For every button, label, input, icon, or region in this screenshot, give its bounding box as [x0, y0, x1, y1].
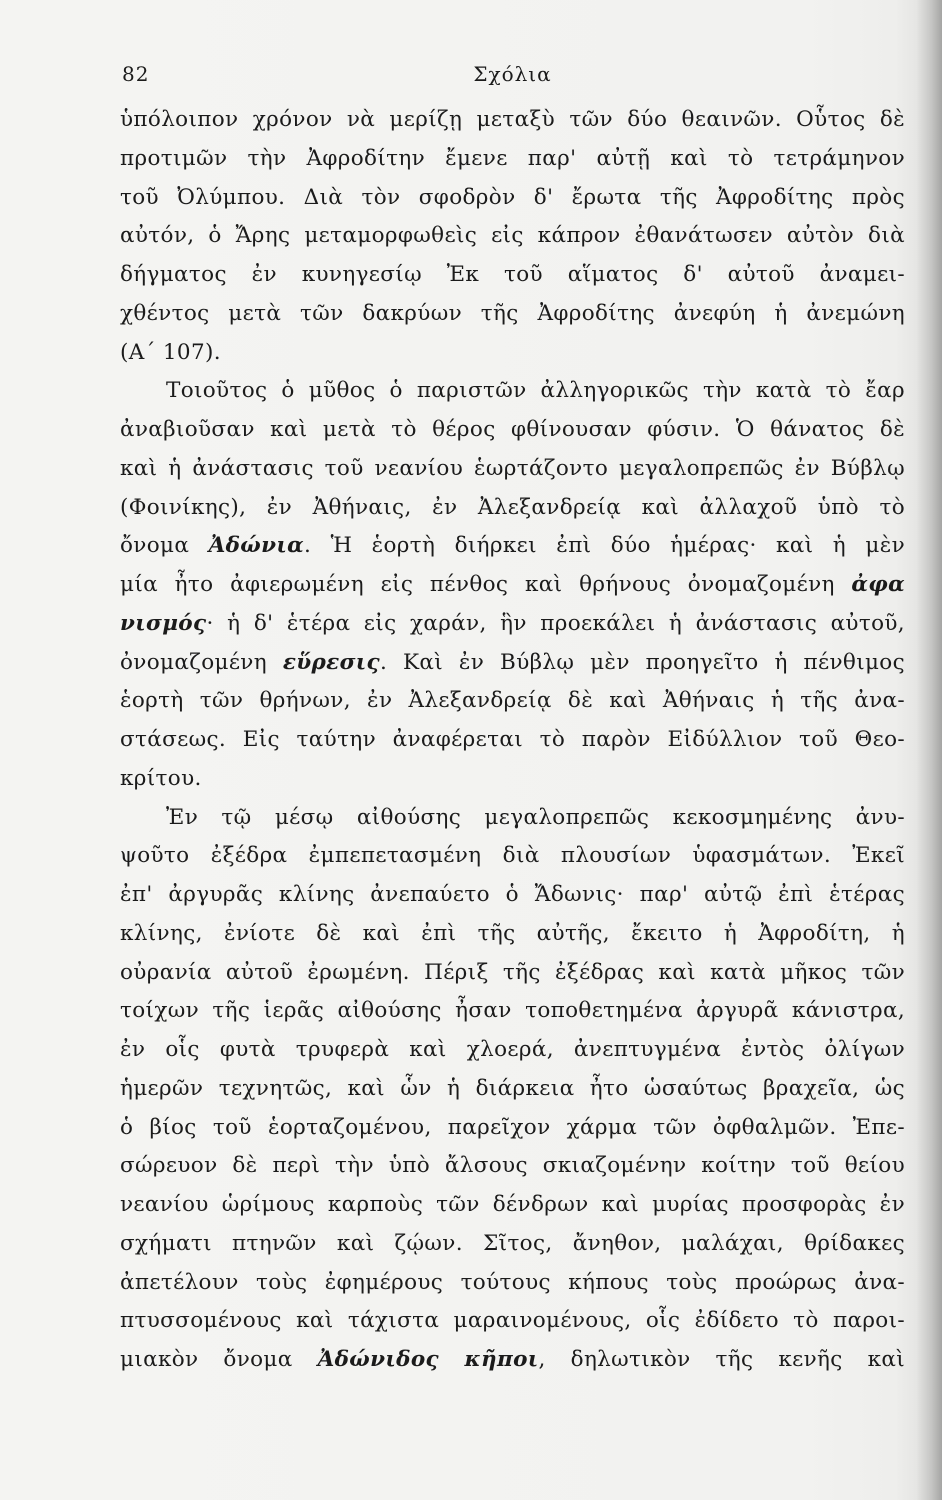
emphasized-term: νισμός: [120, 610, 207, 636]
text-segment: ψοῦτο ἐξέδρα ἐμπεπετασμένη διὰ πλουσίων ὑφασμάτων. Ἐκεῖ: [120, 843, 905, 869]
emphasized-term: Ἀδώνιδος κῆποι: [317, 1347, 539, 1372]
text-segment: κλίνης, ἐνίοτε δὲ καὶ ἐπὶ τῆς αὐτῆς, ἔκειτο ἡ Ἀφροδίτη, ἡ: [120, 920, 905, 946]
text-line: [120, 1147, 905, 1186]
text-segment: ἡμερῶν τεχνητῶς, καὶ ὧν ἡ διάρκεια ἦτο ὡσαύτως βραχεῖα, ὡς: [120, 1075, 905, 1101]
text-segment: ὄνομα: [120, 533, 209, 559]
text-line: [120, 954, 905, 993]
emphasized-term: Ἀδώνια: [208, 533, 305, 559]
text-line: [120, 1186, 905, 1225]
text-segment: αὐτόν, ὁ Ἄρης μεταμορφωθεὶς εἰς κάπρον ἐθανάτωσεν αὐτὸν διὰ: [120, 223, 905, 249]
text-segment: χθέντος μετὰ τῶν δακρύων τῆς Ἀφροδίτης ἀνεφύη ἡ ἀνεμώνη: [120, 300, 905, 326]
text-segment: ὁ βίος τοῦ ἑορταζομένου, παρεῖχον χάρμα τῶν ὀφθαλμῶν. Ἐπε-: [120, 1114, 905, 1140]
text-segment: σώρευον δὲ περὶ τὴν ὑπὸ ἄλσους σκιαζομένην κοίτην τοῦ θείου: [120, 1153, 905, 1179]
text-segment: μία ἦτο ἀφιερωμένη εἰς πένθος καὶ θρήνους ὀνομαζομένη: [120, 572, 852, 597]
emphasized-term: ἀφα: [851, 572, 905, 597]
text-segment: ἀναβιοῦσαν καὶ μετὰ τὸ θέρος φθίνουσαν φύσιν. Ὁ θάνατος δὲ: [120, 417, 905, 442]
text-segment: ἀπετέλουν τοὺς ἐφημέρους τούτους κήπους τοὺς προώρως ἀνα-: [120, 1269, 905, 1295]
text-segment: ὑπόλοιπον χρόνον νὰ μερίζῃ μεταξὺ τῶν δύο θεαινῶν. Οὗτος δὲ: [120, 107, 905, 132]
text-segment: ἑορτὴ τῶν θρήνων, ἐν Ἀλεξανδρείᾳ δὲ καὶ Ἀθήναις ἡ τῆς ἀνα-: [120, 688, 905, 714]
page-header: [120, 62, 905, 92]
running-title: Σχόλια: [473, 62, 552, 86]
text-line: [120, 372, 905, 411]
text-segment: ὀνομαζομένη: [120, 649, 283, 675]
text-segment: Τοιοῦτος ὁ μῦθος ὁ παριστῶν ἀλληγορικῶς τὴν κατὰ τὸ ἔαρ: [166, 378, 905, 404]
text-line: [120, 140, 905, 179]
text-segment: κρίτου.: [120, 765, 202, 791]
text-line: [120, 837, 905, 876]
text-line: [120, 876, 905, 915]
body-text: [120, 101, 905, 1380]
text-line: [120, 334, 905, 373]
text-line: [120, 992, 905, 1031]
text-segment: (Α´ 107).: [120, 339, 221, 365]
text-segment: ἐν οἷς φυτὰ τρυφερὰ καὶ χλοερά, ἀνεπτυγμένα ἐντὸς ὀλίγων: [120, 1037, 905, 1062]
text-segment: Ἐν τῷ μέσῳ αἰθούσης μεγαλοπρεπῶς κεκοσμημένης ἀνυ-: [166, 804, 905, 830]
text-line: [120, 682, 905, 721]
text-line: [120, 101, 905, 140]
text-segment: δήγματος ἐν κυνηγεσίῳ Ἐκ τοῦ αἵματος δ' αὐτοῦ ἀναμει-: [120, 262, 905, 287]
text-line: [120, 760, 905, 799]
text-segment: (Φοινίκης), ἐν Ἀθήναις, ἐν Ἀλεξανδρείᾳ καὶ ἀλλαχοῦ ὑπὸ τὸ: [120, 494, 905, 520]
text-line: [120, 217, 905, 256]
text-segment: μιακὸν ὄνομα: [120, 1347, 318, 1372]
text-segment: · ἡ δ' ἑτέρα εἰς χαράν, ἣν προεκάλει ἡ ἀνάστασις αὐτοῦ,: [206, 610, 905, 636]
page-number: 82: [122, 62, 150, 86]
text-segment: νεανίου ὡρίμους καρποὺς τῶν δένδρων καὶ μυρίας προσφορὰς ἐν: [120, 1192, 905, 1217]
text-line: [120, 527, 905, 566]
text-line: [120, 566, 905, 605]
text-segment: προτιμῶν τὴν Ἀφροδίτην ἔμενε παρ' αὐτῇ καὶ τὸ τετράμηνον: [120, 145, 905, 171]
text-segment: καὶ ἡ ἀνάστασις τοῦ νεανίου ἑωρτάζοντο μεγαλοπρεπῶς ἐν Βύβλῳ: [120, 455, 905, 481]
text-segment: πτυσσομένους καὶ τάχιστα μαραινομένους, οἷς ἐδίδετο τὸ παροι-: [120, 1308, 905, 1334]
text-line: [120, 450, 905, 489]
text-segment: . Ἡ ἑορτὴ διήρκει ἐπὶ δύο ἡμέρας· καὶ ἡ μὲν: [304, 533, 905, 559]
emphasized-term: εὕρεσις: [282, 649, 380, 675]
text-line: [120, 1264, 905, 1303]
text-line: [120, 179, 905, 218]
text-segment: . Καὶ ἐν Βύβλῳ μὲν προηγεῖτο ἡ πένθιμος: [379, 649, 905, 675]
text-segment: οὐρανία αὐτοῦ ἐρωμένη. Πέριξ τῆς ἐξέδρας καὶ κατὰ μῆκος τῶν: [120, 959, 905, 985]
page-edge-shadow: [916, 0, 942, 1500]
text-line: [120, 721, 905, 760]
text-line: [120, 256, 905, 295]
text-line: [120, 1031, 905, 1070]
text-segment: σχήματι πτηνῶν καὶ ζῴων. Σῖτος, ἄνηθον, μαλάχαι, θρίδακες: [120, 1230, 905, 1256]
text-line: [120, 644, 905, 683]
text-line: [120, 411, 905, 450]
text-line: [120, 1302, 905, 1341]
text-segment: , δηλωτικὸν τῆς κενῆς καὶ: [538, 1347, 905, 1372]
text-segment: στάσεως. Εἰς ταύτην ἀναφέρεται τὸ παρὸν Εἰδύλλιον τοῦ Θεο-: [120, 727, 905, 752]
text-line: [120, 915, 905, 954]
text-segment: τοίχων τῆς ἱερᾶς αἰθούσης ἦσαν τοποθετημένα ἀργυρᾶ κάνιστρα,: [120, 998, 905, 1024]
text-line: [120, 1225, 905, 1264]
text-segment: τοῦ Ὀλύμπου. Διὰ τὸν σφοδρὸν δ' ἔρωτα τῆς Ἀφροδίτης πρὸς: [120, 184, 905, 210]
text-line: [120, 489, 905, 528]
text-line: [120, 1109, 905, 1148]
text-line: [120, 605, 905, 644]
text-line: [120, 295, 905, 334]
text-line: [120, 799, 905, 838]
text-line: [120, 1070, 905, 1109]
text-segment: ἐπ' ἀργυρᾶς κλίνης ἀνεπαύετο ὁ Ἄδωνις· παρ' αὐτῷ ἐπὶ ἑτέρας: [120, 882, 905, 907]
text-line: [120, 1341, 905, 1380]
